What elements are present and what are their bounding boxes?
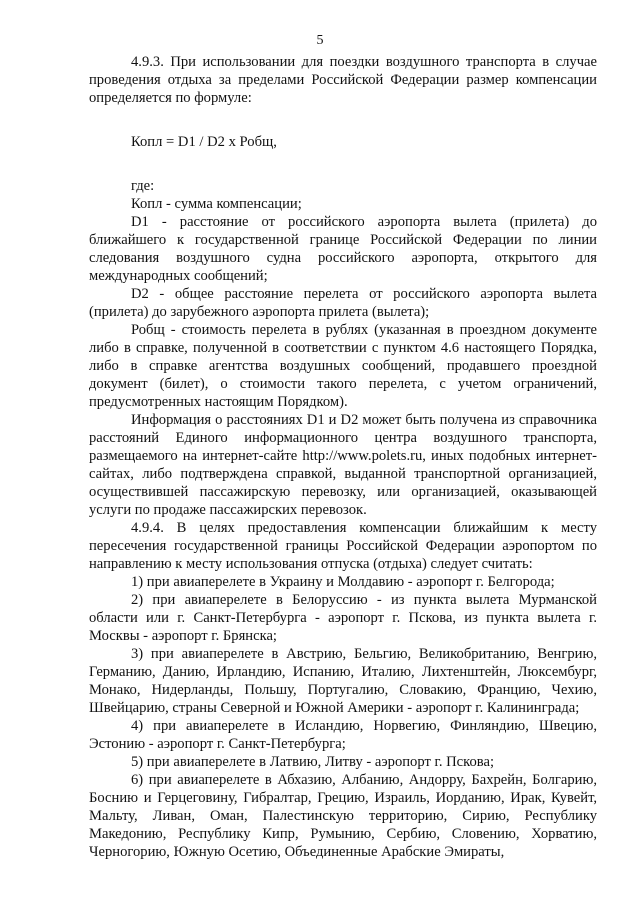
where-label: где: xyxy=(131,178,155,194)
list-item: 5) при авиаперелете в Латвию, Литву - аэропорт г. Пскова; xyxy=(131,754,495,770)
document-body xyxy=(89,53,597,861)
page-number: 5 xyxy=(316,33,324,48)
list-item: 2) при авиаперелете в Белоруссию - из пункта вылета Мурманской области или г. Санкт-Петербурга - аэропорт г. Пскова, из пункта вылета г. Москвы - аэропорт г. Брянска; xyxy=(89,592,597,644)
definition-robsh: Робщ - стоимость перелета в рублях (указанная в проездном документе либо в справке, полученной в соответствии с пунктом 4.6 настоящего Порядка, либо в справке агентства воздушных сообщений, продавшего проездной документ (билет), о стоимости такого перелета, с учетом ограничений, предусмотренных настоящим Порядком). xyxy=(89,322,597,410)
definition-kopl: Копл - сумма компенсации; xyxy=(131,196,302,212)
paragraph-4-9-4: 4.9.4. В целях предоставления компенсации ближайшим к месту пересечения государственной границы Российской Федерации аэропортом по направлению к месту использования отпуска (отдыха) следует считать: xyxy=(89,520,597,572)
paragraph-4-9-3: 4.9.3. При использовании для поездки воздушного транспорта в случае проведения отдыха за пределами Российской Федерации размер компенсации определяется по формуле: xyxy=(89,54,597,106)
list-item: 6) при авиаперелете в Абхазию, Албанию, Андорру, Бахрейн, Болгарию, Боснию и Герцеговину, Гибралтар, Грецию, Израиль, Иорданию, Ирак, Кувейт, Мальту, Ливан, Оман, Палестинскую территорию, Сирию, Республику Македонию, Республику Кипр, Румынию, Сербию, Словению, Хорватию, Черногорию, Южную Осетию, Объединенные Арабские Эмираты, xyxy=(89,772,597,860)
distance-info-paragraph: Информация о расстояниях D1 и D2 может быть получена из справочника расстояний Единого информационного центра воздушного транспорта, размещаемого на интернет-сайте http://www.polets.ru, иных подобных интернет-сайтах, либо подтверждена справкой, выданной транспортной организацией, осуществившей пассажирскую перевозку, или организацией, оказывающей услуги по продаже пассажирских перевозок. xyxy=(89,412,597,518)
list-item: 1) при авиаперелете в Украину и Молдавию - аэропорт г. Белгорода; xyxy=(131,574,555,590)
compensation-formula: Копл = D1 / D2 х Робщ, xyxy=(131,134,277,150)
definition-d1: D1 - расстояние от российского аэропорта вылета (прилета) до ближайшего к государственной границе Российской Федерации по линии следования воздушного судна российского аэропорта, открытого для международных сообщений; xyxy=(89,214,597,284)
definition-d2: D2 - общее расстояние перелета от российского аэропорта вылета (прилета) до зарубежного аэропорта прилета (вылета); xyxy=(89,286,597,320)
list-item: 3) при авиаперелете в Австрию, Бельгию, Великобританию, Венгрию, Германию, Данию, Ирландию, Испанию, Италию, Лихтенштейн, Люксембург, Монако, Нидерланды, Польшу, Португалию, Словакию, Францию, Чехию, Швейцарию, страны Северной и Южной Америки - аэропорт г. Калининграда; xyxy=(89,646,597,716)
list-item: 4) при авиаперелете в Исландию, Норвегию, Финляндию, Швецию, Эстонию - аэропорт г. Санкт-Петербурга; xyxy=(89,718,597,752)
